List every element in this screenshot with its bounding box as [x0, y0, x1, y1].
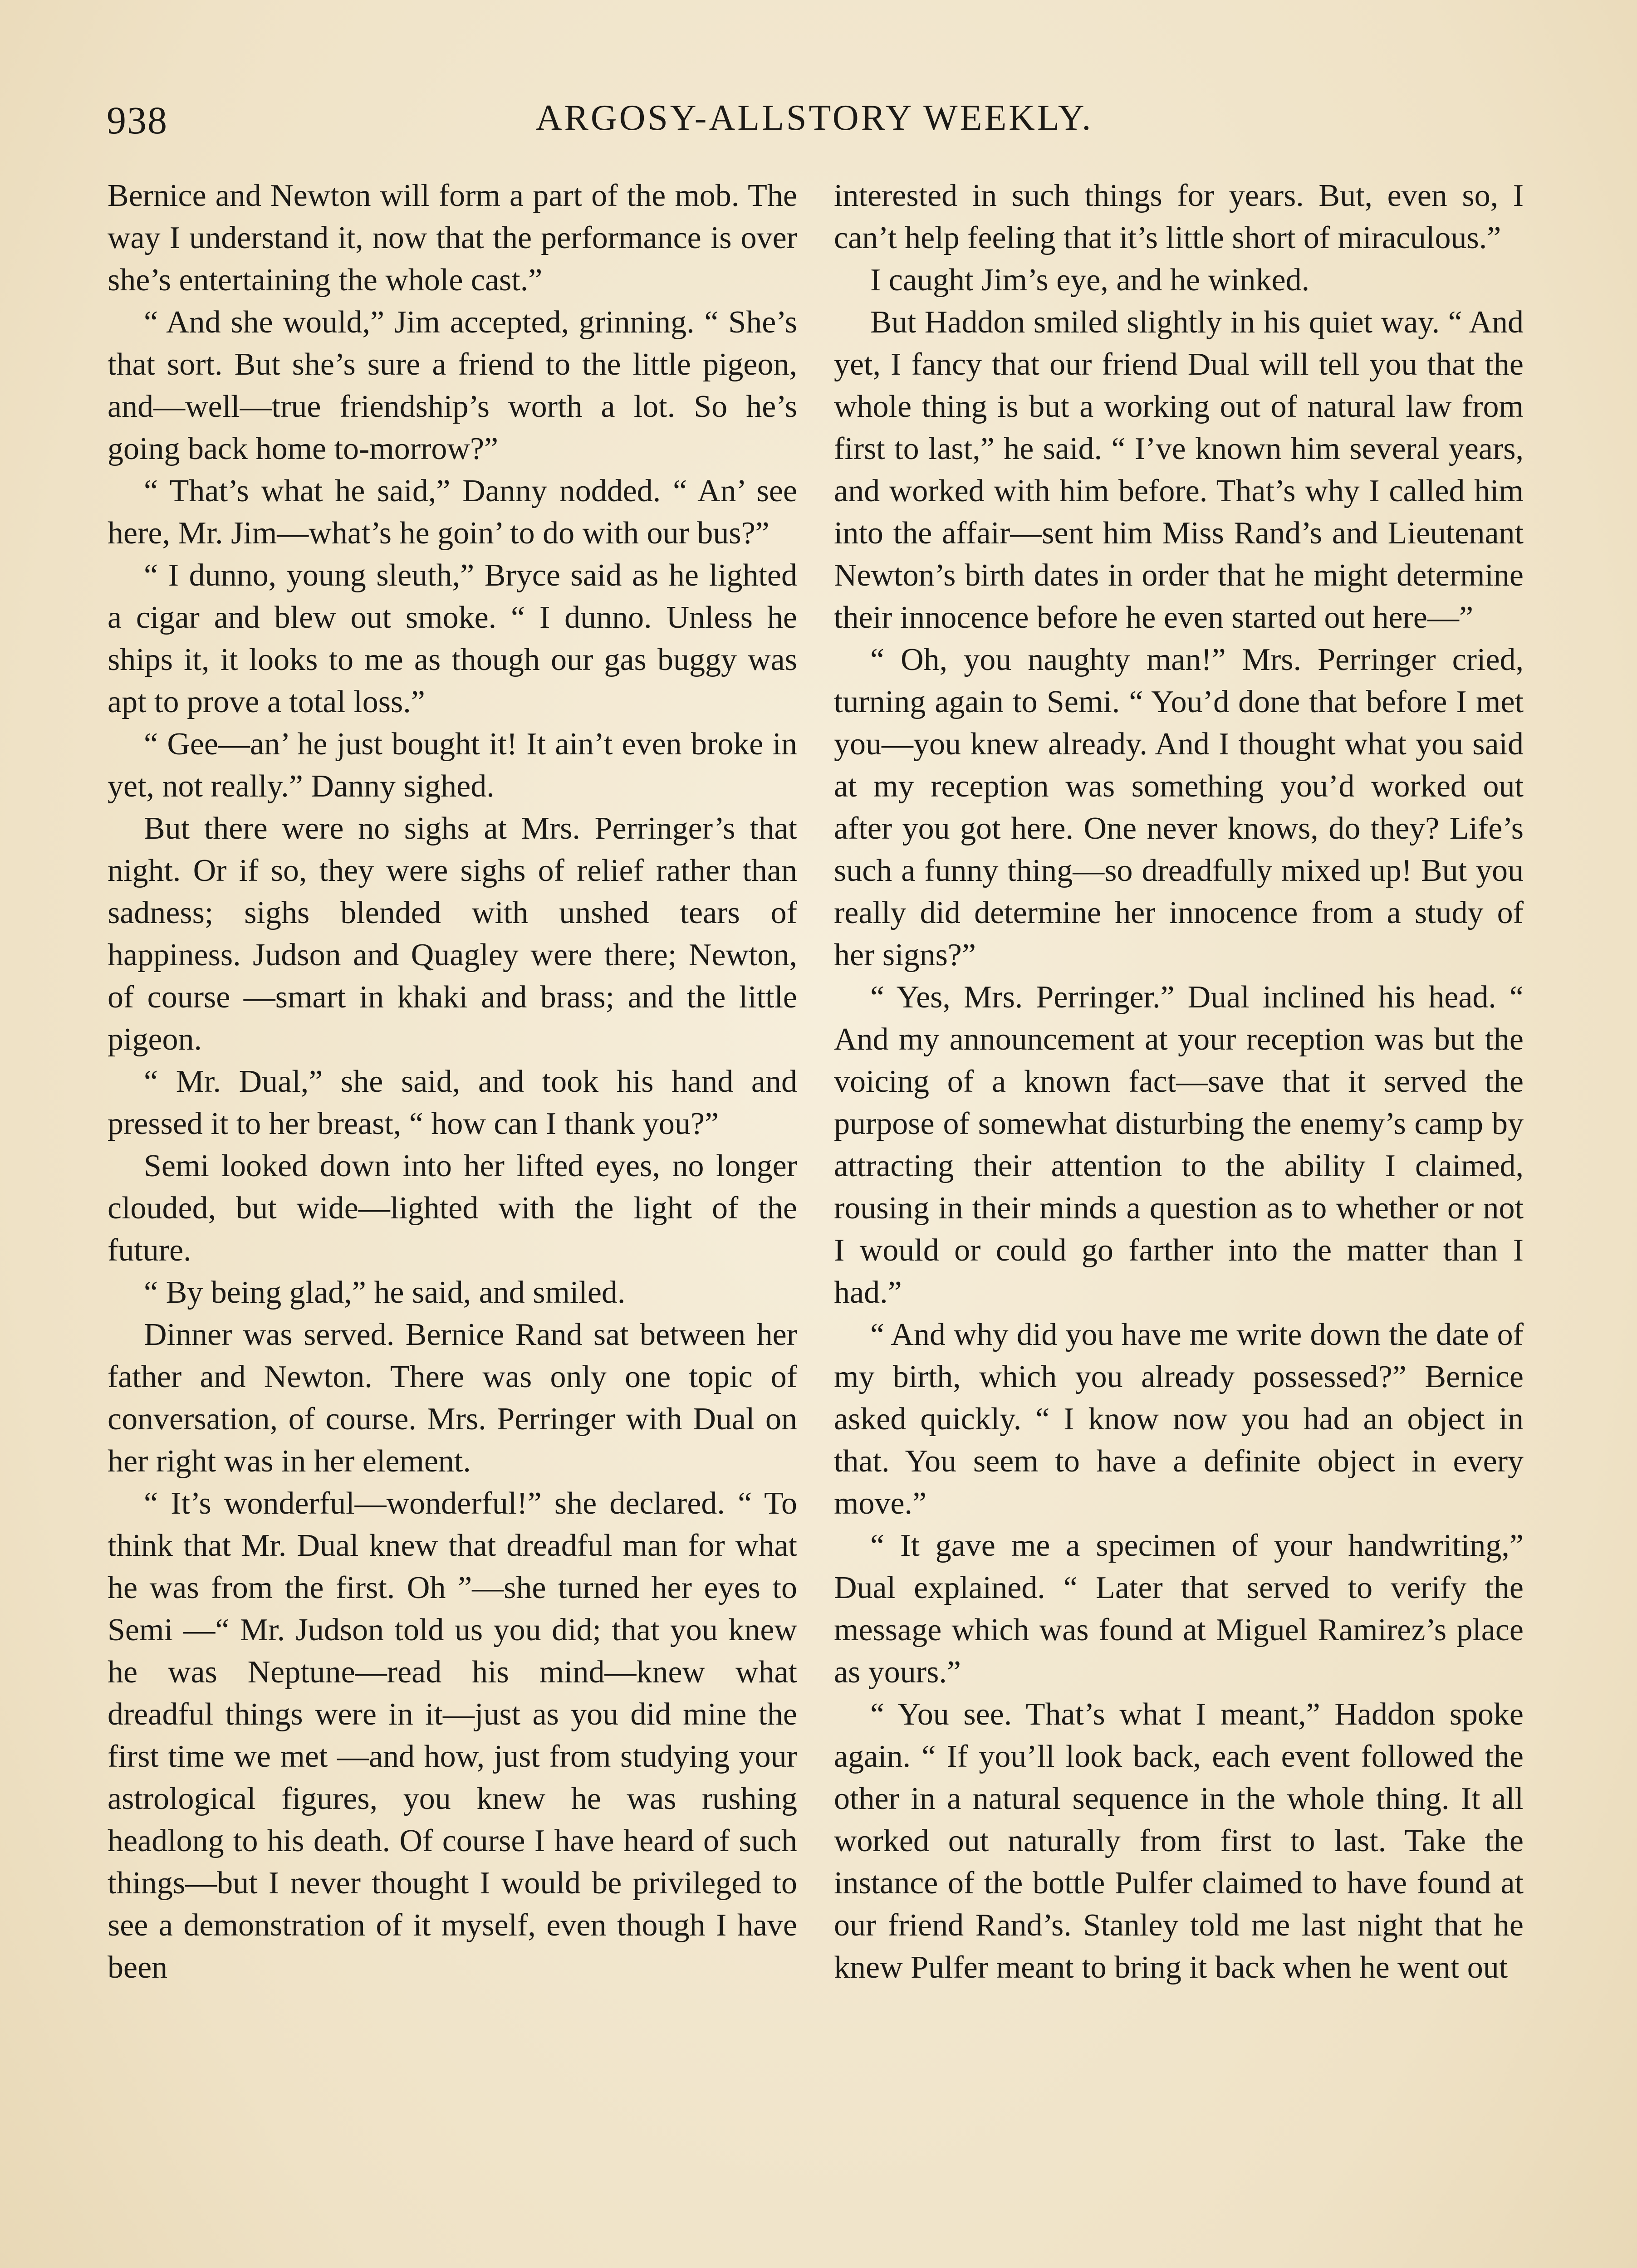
paragraph: Semi looked down into her lifted eyes, no longer clouded, but wide—lighted with the light of the future.	[108, 1149, 797, 1268]
page-number: 938	[107, 98, 168, 142]
right-column	[834, 175, 1524, 1989]
paragraph: “ By being glad,” he said, and smiled.	[144, 1275, 626, 1310]
page-header	[107, 98, 1522, 147]
paragraph: “ Yes, Mrs. Perringer.” Dual inclined his head. “ And my announcement at your reception was but the voicing of a known fact—save that it served the purpose of somewhat disturbing the enemy’s camp by attracting their attention to the ability I claimed, rousing in their minds a question as to whether or not I would or could go farther into the matter than I had.”	[834, 980, 1524, 1310]
running-head: ARGOSY-ALLSTORY WEEKLY.	[535, 98, 1093, 138]
paragraph: “ And why did you have me write down the date of my birth, which you already possessed?” Bernice asked quickly. “ I know now you had an object in that. You seem to have a definite object in every move.”	[834, 1317, 1524, 1521]
paragraph: “ Mr. Dual,” she said, and took his hand and pressed it to her breast, “ how can I thank you?”	[108, 1064, 797, 1141]
paragraph: “ It’s wonderful—wonderful!” she declared. “ To think that Mr. Dual knew that dreadful man for what he was from the first. Oh ”—she turned her eyes to Semi —“ Mr. Judson told us you did; that you knew he was Neptune—read his mind—knew what dreadful things were in it—just as you did mine the first time we met —and how, just from studying your astrological figures, you knew he was rushing headlong to his death. Of course I have heard of such things—but I never thought I would be privileged to see a demonstration of it myself, even though I have been	[108, 1486, 797, 1985]
paragraph: Bernice and Newton will form a part of the mob. The way I understand it, now that the performance is over she’s entertaining the whole cast.”	[108, 178, 797, 298]
paragraph: interested in such things for years. But, even so, I can’t help feeling that it’s little short of miraculous.”	[834, 178, 1524, 255]
paragraph: “ I dunno, young sleuth,” Bryce said as he lighted a cigar and blew out smoke. “ I dunno. Unless he ships it, it looks to me as though our gas buggy was apt to prove a total loss.”	[108, 558, 797, 719]
paragraph: “ That’s what he said,” Danny nodded. “ An’ see here, Mr. Jim—what’s he goin’ to do with our bus?”	[108, 474, 797, 551]
paragraph: Dinner was served. Bernice Rand sat between her father and Newton. There was only one topic of conversation, of course. Mrs. Perringer with Dual on her right was in her element.	[108, 1317, 797, 1479]
paragraph: “ Gee—an’ he just bought it! It ain’t even broke in yet, not really.” Danny sighed.	[108, 727, 797, 804]
paragraph: But Haddon smiled slightly in his quiet way. “ And yet, I fancy that our friend Dual will tell you that the whole thing is but a working out of natural law from first to last,” he said. “ I’ve known him several years, and worked with him before. That’s why I called him into the affair—sent him Miss Rand’s and Lieutenant Newton’s birth dates in order that he might determine their innocence before he even started out here—”	[834, 305, 1524, 635]
paragraph: “ You see. That’s what I meant,” Haddon spoke again. “ If you’ll look back, each event followed the other in a natural sequence in the whole thing. It all worked out naturally from first to last. Take the instance of the bottle Pulfer claimed to have found at our friend Rand’s. Stanley told me last night that he knew Pulfer meant to bring it back when he went out	[834, 1697, 1524, 1985]
paragraph: But there were no sighs at Mrs. Perringer’s that night. Or if so, they were sighs of relief rather than sadness; sighs blended with unshed tears of happiness. Judson and Quagley were there; Newton, of course —smart in khaki and brass; and the little pigeon.	[108, 811, 797, 1057]
paragraph: “ It gave me a specimen of your handwriting,” Dual explained. “ Later that served to verify the message which was found at Miguel Ramirez’s place as yours.”	[834, 1528, 1524, 1690]
paragraph: I caught Jim’s eye, and he winked.	[870, 263, 1310, 298]
paragraph: “ And she would,” Jim accepted, grinning. “ She’s that sort. But she’s sure a friend to the little pigeon, and—well—true friendship’s worth a lot. So he’s going back home to-morrow?”	[108, 305, 797, 466]
left-column	[108, 175, 797, 1989]
paragraph: “ Oh, you naughty man!” Mrs. Perringer cried, turning again to Semi. “ You’d done that before I met you—you knew already. And I thought what you said at my reception was something you’d worked out after you got here. One never knows, do they? Life’s such a funny thing—so dreadfully mixed up! But you really did determine her innocence from a study of her signs?”	[834, 642, 1524, 973]
